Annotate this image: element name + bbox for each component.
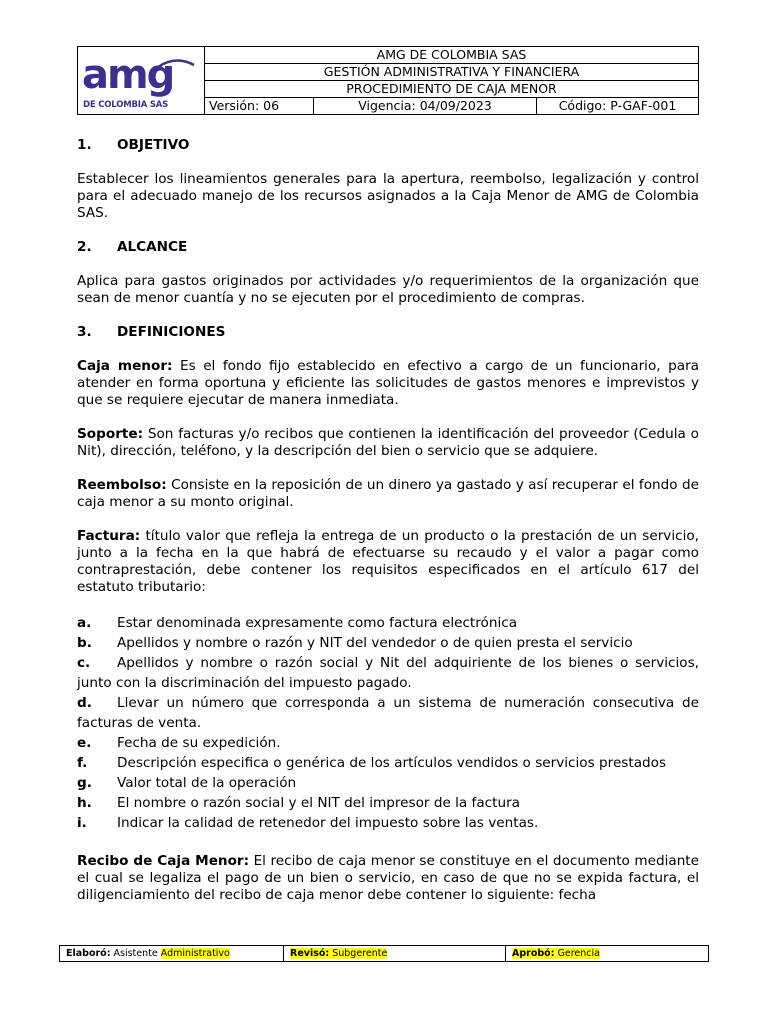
- alcance-text: Aplica para gastos originados por actividades y/o requerimientos de la organización que sean de menor cuantía y no se ejecuten por el procedimiento de compras.: [77, 273, 699, 306]
- definition-caja-menor: Caja menor: Es el fondo fijo establecido en efectivo a cargo de un funcionario, para atender en forma oportuna y eficiente las solicitudes de gastos menores e imprevistos y que se requiere ejecutar de manera inmediata.: [77, 358, 699, 408]
- footer-aprobo: Aprobó: Gerencia: [506, 946, 709, 962]
- footer-elaboro: Elaboró: Asistente Administrativo: [60, 946, 284, 962]
- validity-date: Vigencia: 04/09/2023: [314, 98, 537, 115]
- factura-requirements-list: [77, 613, 699, 833]
- list-item: e. Fecha de su expedición.: [77, 735, 281, 751]
- company-name: AMG DE COLOMBIA SAS: [205, 47, 699, 64]
- company-logo: [78, 51, 204, 111]
- logo-brand: amg: [82, 51, 174, 98]
- definition-recibo-caja-menor: Recibo de Caja Menor: El recibo de caja menor se constituye en el documento mediante el cual se legaliza el pago de un bien o servicio, en caso de que no se expida factura, el diligenciamiento del recibo de caja menor debe contener lo siguiente: fecha: [77, 853, 699, 903]
- logo-cell: [78, 47, 205, 115]
- list-item: h. El nombre o razón social y el NIT del impresor de la factura: [77, 795, 521, 811]
- definition-reembolso: Reembolso: Consiste en la reposición de un dinero ya gastado y así recuperar el fondo de caja menor a su monto original.: [77, 477, 699, 510]
- document-body: [77, 137, 699, 904]
- definition-factura: Factura: título valor que refleja la entrega de un producto o la prestación de un servicio, junto a la fecha en la que habrá de efectuarse su recaudo y el valor a pagar como contraprestación, debe contener los requisitos especificados en el artículo 617 del estatuto tributario:: [77, 528, 699, 595]
- document-code: Código: P-GAF-001: [537, 98, 699, 115]
- list-item: f. Descripción especifica o genérica de los artículos vendidos o servicios prestados: [77, 755, 667, 771]
- definition-soporte: Soporte: Son facturas y/o recibos que contienen la identificación del proveedor (Cedula o Nit), dirección, teléfono, y la descripción del bien o servicio que se adquiere.: [77, 426, 699, 459]
- area-name: GESTIÓN ADMINISTRATIVA Y FINANCIERA: [205, 64, 699, 81]
- list-item: b. Apellidos y nombre o razón y NIT del vendedor o de quien presta el servicio: [77, 635, 633, 651]
- approval-footer: [59, 945, 709, 962]
- version: Versión: 06: [205, 98, 314, 115]
- section-heading-definiciones: 3. DEFINICIONES: [77, 324, 226, 340]
- list-item: g. Valor total de la operación: [77, 775, 297, 791]
- list-item: a. Estar denominada expresamente como factura electrónica: [77, 615, 518, 631]
- footer-reviso: Revisó: Subgerente: [284, 946, 506, 962]
- procedure-name: PROCEDIMIENTO DE CAJA MENOR: [205, 81, 699, 98]
- section-heading-objetivo: 1. OBJETIVO: [77, 137, 190, 153]
- list-item: i. Indicar la calidad de retenedor del impuesto sobre las ventas.: [77, 815, 539, 831]
- document-header: [77, 46, 699, 115]
- logo-subtitle: DE COLOMBIA SAS: [83, 99, 169, 110]
- section-heading-alcance: 2. ALCANCE: [77, 239, 188, 255]
- list-item: c. Apellidos y nombre o razón social y Nit del adquiriente de los bienes o servicios, junto con la discriminación del impuesto pagado.: [77, 655, 699, 691]
- list-item: d. Llevar un número que corresponda a un sistema de numeración consecutiva de facturas de venta.: [77, 695, 699, 731]
- objetivo-text: Establecer los lineamientos generales para la apertura, reembolso, legalización y control para el adecuado manejo de los recursos asignados a la Caja Menor de AMG de Colombia SAS.: [77, 171, 699, 221]
